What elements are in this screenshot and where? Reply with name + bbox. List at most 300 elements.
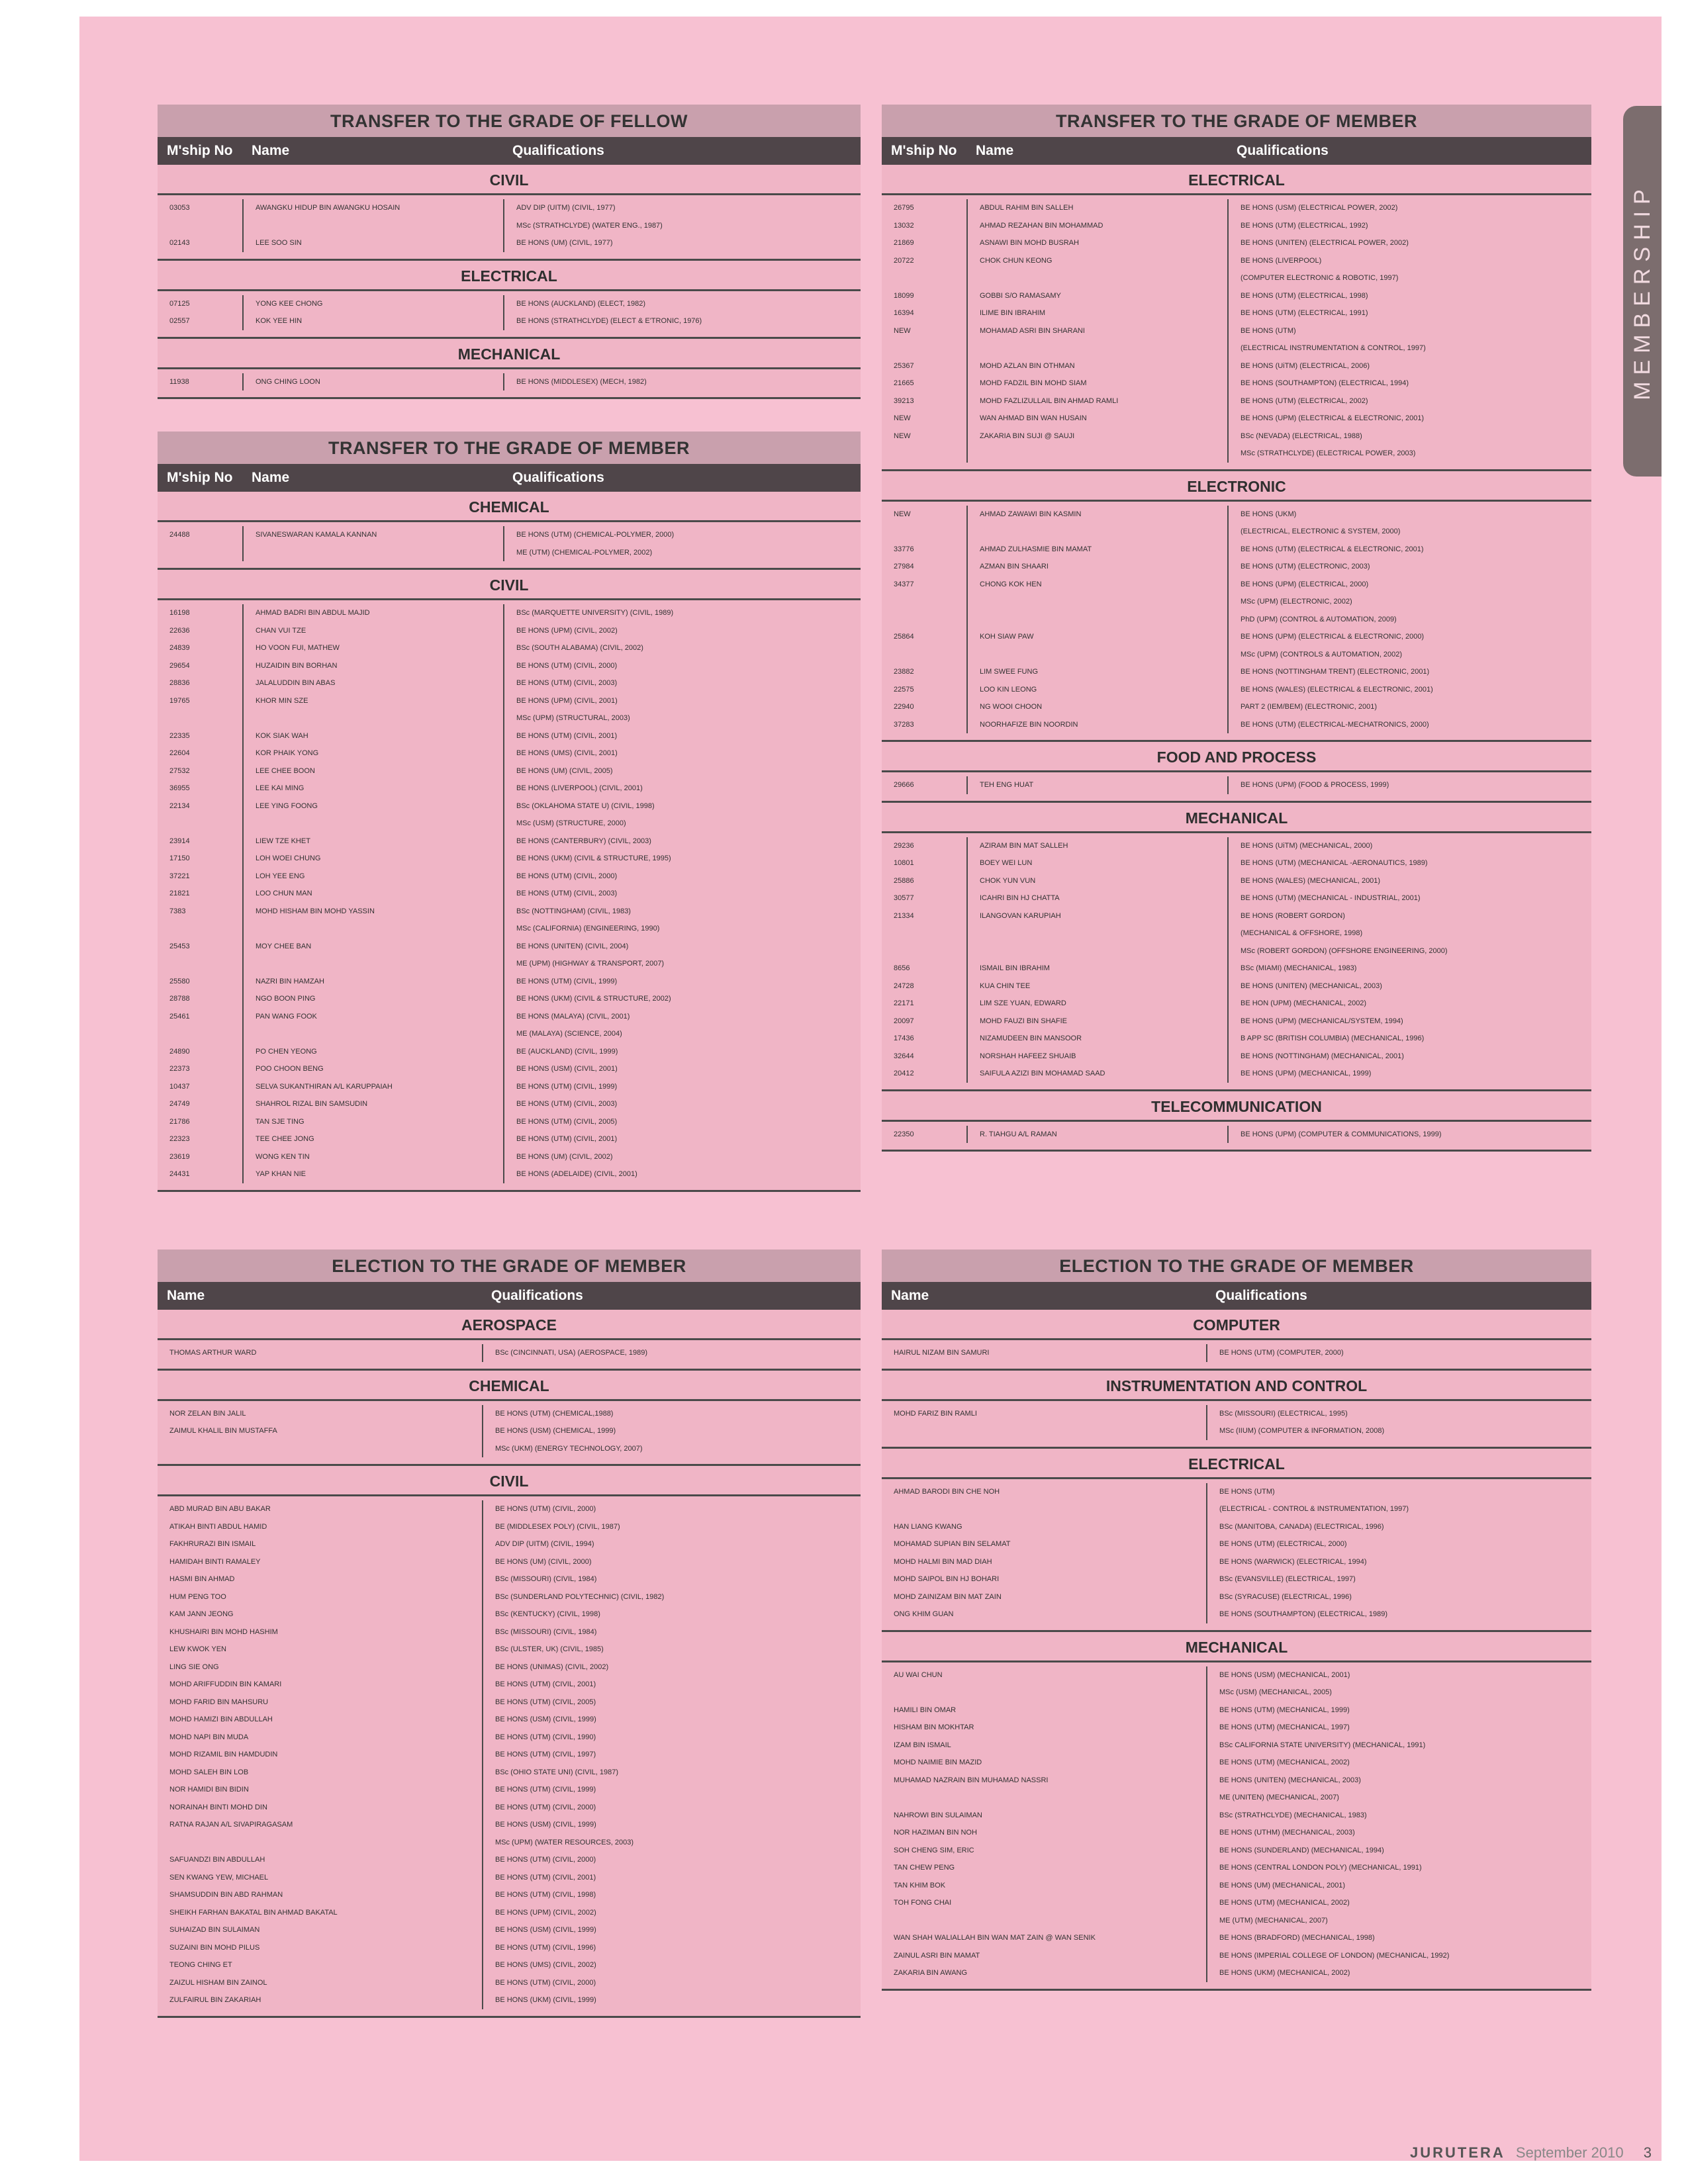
qualification: BSc (ULSTER, UK) (CIVIL, 1985) [495, 1645, 604, 1653]
member-name: ONG KHIM GUAN [894, 1610, 954, 1618]
name-column [966, 506, 1227, 734]
section-heading: CIVIL [158, 570, 861, 600]
membership-number-column [158, 199, 242, 252]
member-name: HUZAIDIN BIN BORHAN [256, 661, 338, 670]
qualification: BSc (MARQUETTE UNIVERSITY) (CIVIL, 1989) [516, 609, 674, 617]
qualification: BE HONS (USM) (CIVIL, 1999) [495, 1715, 596, 1723]
section-table [158, 1401, 861, 1467]
member-name: MOHAMAD ASRI BIN SHARANI [980, 326, 1085, 335]
qualification: (COMPUTER ELECTRONIC & ROBOTIC, 1997) [1241, 274, 1399, 282]
qualification: PART 2 (IEM/BEM) (ELECTRONIC, 2001) [1241, 703, 1377, 711]
qualification: BE HONS (WARWICK) (ELECTRICAL, 1994) [1219, 1557, 1367, 1566]
member-name: NGO BOON PING [256, 995, 316, 1003]
qualification: BE HONS (NOTTINGHAM) (MECHANICAL, 2001) [1241, 1052, 1404, 1060]
member-name: HAN LIANG KWANG [894, 1522, 962, 1531]
name-column [882, 1344, 1206, 1362]
member-name: NAZRI BIN HAMZAH [256, 977, 324, 985]
member-name: ZULFAIRUL BIN ZAKARIAH [169, 1996, 261, 2004]
qualification: MSc (IIUM) (COMPUTER & INFORMATION, 2008) [1219, 1427, 1385, 1435]
section-heading: CHEMICAL [158, 492, 861, 522]
member-name: KOR PHAIK YONG [256, 749, 319, 757]
member-name: BOEY WEI LUN [980, 859, 1033, 867]
qualification: BSc (KENTUCKY) (CIVIL, 1998) [495, 1610, 600, 1618]
qualification: BE HONS (UTM) (MECHANICAL - INDUSTRIAL, 2001) [1241, 894, 1421, 902]
membership-number: 39213 [894, 396, 914, 405]
membership-number: 16198 [169, 609, 190, 617]
member-name: WONG KEN TIN [256, 1152, 310, 1161]
qualification: BE HONS (UTM) (MECHANICAL, 2002) [1219, 1758, 1350, 1766]
qualifications-column [1227, 506, 1591, 734]
membership-number-column [158, 604, 242, 1183]
qualification: BE HONS (UMS) (CIVIL, 2001) [516, 749, 618, 757]
membership-number: 21665 [894, 379, 914, 387]
section-table [882, 1479, 1591, 1632]
member-name: MUHAMAD NAZRAIN BIN MUHAMAD NASSRI [894, 1776, 1049, 1784]
member-name: TAN CHEW PENG [894, 1864, 955, 1872]
member-name: MOHD HAMIZI BIN ABDULLAH [169, 1715, 273, 1723]
member-name: SOH CHENG SIM, ERIC [894, 1846, 974, 1854]
membership-number: 22636 [169, 626, 190, 635]
section-table [158, 1496, 861, 2018]
member-name: YONG KEE CHONG [256, 299, 323, 308]
qualification: BE HONS (CANTERBURY) (CIVIL, 2003) [516, 837, 651, 845]
qualification: BE HONS (SOUTHAMPTON) (ELECTRICAL, 1989) [1219, 1610, 1388, 1618]
membership-number: NEW [894, 414, 911, 422]
qualification: BE HONS (UTM) (ELECTRICAL, 2000) [1219, 1540, 1347, 1548]
member-name [980, 593, 1227, 611]
qualification: BE HONS (UTM) (CIVIL, 2005) [516, 1117, 618, 1126]
qualification: BSc (MISSOURI) (CIVIL, 1984) [495, 1627, 597, 1636]
qualification: MSc (UPM) (WATER RESOURCES, 2003) [495, 1838, 634, 1846]
qualification: BSc (SUNDERLAND POLYTECHNIC) (CIVIL, 1982) [495, 1592, 665, 1601]
qualification: BE HONS (UPM) (CIVIL, 2002) [516, 626, 618, 635]
membership-number: 16394 [894, 309, 914, 317]
membership-number [894, 942, 966, 960]
qualification: BE HONS (UTM) (CIVIL, 2001) [495, 1680, 596, 1688]
membership-number [169, 544, 242, 562]
member-name: KHOR MIN SZE [256, 696, 308, 705]
member-name: KHUSHAIRI BIN MOHD HASHIM [169, 1627, 278, 1636]
qualification: BE HONS (USM) (ELECTRICAL POWER, 2002) [1241, 204, 1398, 212]
qualification: BE HONS (UTM) (ELECTRICAL, 2002) [1241, 396, 1368, 405]
page-footer [1410, 2144, 1652, 2161]
panel-title: TRANSFER TO THE GRADE OF MEMBER [882, 105, 1591, 137]
member-name: SUHAIZAD BIN SULAIMAN [169, 1926, 260, 1934]
membership-number: NEW [894, 326, 911, 335]
section-heading: COMPUTER [882, 1310, 1591, 1340]
membership-number: 32644 [894, 1052, 914, 1060]
qualification: BSc (STRATHCLYDE) (MECHANICAL, 1983) [1219, 1811, 1367, 1819]
qualification: BE HONS (LIVERPOOL) (CIVIL, 2001) [516, 784, 643, 792]
name-column [158, 1500, 482, 2009]
qualification: BE HONS (UTM) (ELECTRICAL & ELECTRONIC, 2001) [1241, 545, 1424, 553]
qualification: BE HONS (UNITEN) (ELECTRICAL POWER, 2002) [1241, 239, 1409, 247]
member-name: JALALUDDIN BIN ABAS [256, 679, 336, 687]
member-name [256, 955, 503, 973]
qualification: BE HONS (UTM) (CIVIL, 2000) [495, 1803, 596, 1811]
qualification: BE HONS (UTM) (CIVIL, 1998) [495, 1891, 596, 1899]
membership-number: 33776 [894, 545, 914, 553]
section-table [882, 772, 1591, 803]
column-header: Name [252, 470, 290, 485]
membership-number: 34377 [894, 580, 914, 588]
membership-number [894, 445, 966, 463]
member-name: RATNA RAJAN A/L SIVAPIRAGASAM [169, 1821, 293, 1829]
qualification: BE HONS (UTM) (MECHANICAL -AERONAUTICS, 1989) [1241, 859, 1428, 867]
qualification: BE HONS (USM) (CHEMICAL, 1999) [495, 1427, 616, 1435]
qualification: BSc (EVANSVILLE) (ELECTRICAL, 1997) [1219, 1575, 1356, 1583]
membership-number: 23914 [169, 837, 190, 845]
column-header-row [882, 137, 1591, 165]
member-name: HASMI BIN AHMAD [169, 1575, 235, 1583]
qualification: BE HONS (USM) (CIVIL, 2001) [516, 1065, 618, 1073]
qualification: BE HONS (LIVERPOOL) [1241, 256, 1322, 265]
member-name: AHMAD ZULHASMIE BIN MAMAT [980, 545, 1092, 553]
qualifications-column [1206, 1405, 1591, 1440]
membership-number: 27984 [894, 563, 914, 570]
member-name: SAFUANDZI BIN ABDULLAH [169, 1856, 265, 1864]
member-name: R. TIAHGU A/L RAMAN [980, 1130, 1057, 1138]
qualification: BE HONS (MALAYA) (CIVIL, 2001) [516, 1012, 630, 1021]
qualification: (ELECTRICAL - CONTROL & INSTRUMENTATION, 1997) [1219, 1505, 1409, 1513]
qualification: BE HONS (UPM) (ELECTRICAL, 2000) [1241, 580, 1369, 588]
member-name: HAMILI BIN OMAR [894, 1706, 957, 1714]
qualification: BE HONS (UKM) [1241, 510, 1297, 518]
membership-number: 10801 [894, 859, 914, 867]
member-name [256, 709, 503, 727]
membership-number-column [882, 776, 966, 794]
membership-number: 25453 [169, 942, 190, 950]
qualification: BE HONS (STRATHCLYDE) (ELECT & E'TRONIC, 1976) [516, 317, 702, 325]
membership-number: 25580 [169, 977, 190, 985]
member-name: TAN SJE TING [256, 1117, 305, 1126]
member-name: MOHD FAZLIZULLAIL BIN AHMAD RAMLI [980, 396, 1119, 405]
member-name: CHOK CHUN KEONG [980, 256, 1053, 265]
qualification: BE HONS (ADELAIDE) (CIVIL, 2001) [516, 1170, 637, 1178]
section-heading: AEROSPACE [158, 1310, 861, 1340]
member-name: MOHD HISHAM BIN MOHD YASSIN [256, 907, 375, 915]
member-name: PAN WANG FOOK [256, 1012, 317, 1021]
member-name: SHEIKH FARHAN BAKATAL BIN AHMAD BAKATAL [169, 1908, 338, 1917]
member-name: MOHD AZLAN BIN OTHMAN [980, 361, 1075, 370]
qualification: BSc (OHIO STATE UNI) (CIVIL, 1987) [495, 1768, 619, 1776]
qualification: BE (AUCKLAND) (CIVIL, 1999) [516, 1047, 618, 1056]
member-name [256, 217, 503, 235]
name-column [242, 604, 503, 1183]
qualifications-column [1227, 837, 1591, 1083]
qualification: BE HONS (UNITEN) (MECHANICAL, 2003) [1241, 981, 1382, 990]
qualification: BE HONS (UTM) (ELECTRICAL, 1992) [1241, 221, 1368, 230]
qualification: (ELECTRICAL, ELECTRONIC & SYSTEM, 2000) [1241, 527, 1401, 535]
grade-panel [882, 1250, 1591, 1991]
column-header: Qualifications [1215, 1288, 1307, 1303]
qualification: BSc (OKLAHOMA STATE U) (CIVIL, 1998) [516, 801, 655, 810]
member-name: HISHAM BIN MOKHTAR [894, 1723, 974, 1731]
membership-side-tab [1623, 106, 1662, 477]
qualification: ADV DIP (UITM) (CIVIL, 1994) [495, 1540, 594, 1548]
qualification: BE HONS (MIDDLESEX) (MECH, 1982) [516, 377, 647, 386]
membership-number: 02557 [169, 317, 190, 325]
section-table [158, 195, 861, 261]
qualification: BE HONS (UPM) (ELECTRICAL & ELECTRONIC, 2001) [1241, 414, 1425, 422]
member-name [980, 942, 1227, 960]
qualification: ME (MALAYA) (SCIENCE, 2004) [516, 1030, 622, 1038]
qualification: ME (UTM) (CHEMICAL-POLYMER, 2002) [516, 548, 653, 557]
member-name: ICAHRI BIN HJ CHATTA [980, 894, 1060, 902]
membership-number [894, 269, 966, 287]
membership-number-column [158, 526, 242, 561]
member-name: NG WOOI CHOON [980, 703, 1043, 711]
membership-number: 24431 [169, 1170, 190, 1178]
qualification: BE HONS (UKM) (CIVIL, 1999) [495, 1996, 596, 2004]
member-name: LIEW TZE KHET [256, 837, 310, 845]
qualification: MSc (USM) (STRUCTURE, 2000) [516, 819, 626, 827]
qualification: MSc (CALIFORNIA) (ENGINEERING, 1990) [516, 925, 660, 933]
member-name: MOHD SAIPOL BIN HJ BOHARI [894, 1575, 1000, 1583]
section-table [158, 522, 861, 570]
qualification: BE HONS (UMS) (CIVIL, 2002) [495, 1961, 596, 1969]
qualifications-column [1227, 199, 1591, 463]
member-name: SHAHROL RIZAL BIN SAMSUDIN [256, 1100, 368, 1108]
member-name: CHONG KOK HEN [980, 580, 1042, 588]
column-header-row [158, 464, 861, 492]
membership-number [169, 217, 242, 235]
member-name [256, 920, 503, 938]
section-table [882, 833, 1591, 1091]
member-name: ONG CHING LOON [256, 377, 320, 386]
panel-title: ELECTION TO THE GRADE OF MEMBER [158, 1250, 861, 1282]
name-column [242, 526, 503, 561]
member-name [256, 1025, 503, 1043]
member-name: ATIKAH BINTI ABDUL HAMID [169, 1522, 267, 1531]
membership-number: 29666 [894, 781, 914, 789]
qualification: BE HONS (UTM) (CIVIL, 1999) [516, 1082, 618, 1091]
membership-number: 30577 [894, 894, 914, 902]
qualification: BE HONS (UTM) (CIVIL, 1990) [495, 1733, 596, 1741]
member-name: NORAINAH BINTI MOHD DIN [169, 1803, 267, 1811]
member-name: KOK SIAK WAH [256, 731, 308, 740]
qualifications-column [482, 1344, 861, 1362]
member-name: MOHD SALEH BIN LOB [169, 1768, 249, 1776]
name-column [242, 295, 503, 330]
member-name: MOHD FAUZI BIN SHAFIE [980, 1017, 1068, 1025]
membership-number: 24749 [169, 1100, 190, 1108]
membership-number: 29654 [169, 661, 190, 670]
member-name: SUZAINI BIN MOHD PILUS [169, 1943, 260, 1952]
membership-number: 25886 [894, 876, 914, 885]
member-name: ABDUL RAHIM BIN SALLEH [980, 204, 1074, 212]
qualification: ADV DIP (UITM) (CIVIL, 1977) [516, 204, 616, 212]
qualification: BE HONS (USM) (CIVIL, 1999) [495, 1926, 596, 1934]
member-name: SHAMSUDDIN BIN ABD RAHMAN [169, 1891, 283, 1899]
membership-number-column [882, 199, 966, 463]
member-name: MOHD NAPI BIN MUDA [169, 1733, 249, 1741]
member-name: THOMAS ARTHUR WARD [169, 1349, 257, 1357]
member-name: MOHD FADZIL BIN MOHD SIAM [980, 379, 1087, 387]
membership-number: 22604 [169, 749, 190, 757]
member-name: NAHROWI BIN SULAIMAN [894, 1811, 982, 1819]
membership-number [169, 920, 242, 938]
membership-number-column [882, 837, 966, 1083]
qualification: BE HONS (UM) (CIVIL, 2005) [516, 766, 613, 775]
member-name: LEE KAI MING [256, 784, 305, 792]
qualification: ME (UTM) (MECHANICAL, 2007) [1219, 1916, 1328, 1925]
section-heading: TELECOMMUNICATION [882, 1091, 1591, 1122]
column-header: Name [252, 143, 290, 158]
section-heading: ELECTRICAL [882, 1449, 1591, 1479]
member-name: LEW KWOK YEN [169, 1645, 226, 1653]
member-name: TAN KHIM BOK [894, 1881, 946, 1889]
membership-number [894, 340, 966, 357]
membership-number: 29236 [894, 841, 914, 850]
qualification: BE HON (UPM) (MECHANICAL, 2002) [1241, 999, 1367, 1007]
section-table [882, 1122, 1591, 1152]
member-name: MOHD FARIZ BIN RAMLI [894, 1409, 977, 1418]
member-name: FAKHRURAZI BIN ISMAIL [169, 1540, 256, 1548]
member-name: IZAM BIN ISMAIL [894, 1741, 951, 1749]
grade-panel [158, 432, 861, 1192]
membership-number: 19765 [169, 696, 190, 705]
qualification: BE HONS (UTM) (CHEMICAL-POLYMER, 2000) [516, 531, 675, 539]
section-heading: ELECTRICAL [882, 165, 1591, 195]
column-header: Qualifications [491, 1288, 583, 1303]
qualification: BE HONS (WALES) (MECHANICAL, 2001) [1241, 876, 1381, 885]
qualification: BE HONS (UNITEN) (CIVIL, 2004) [516, 942, 629, 950]
qualification: BSc CALIFORNIA STATE UNIVERSITY) (MECHANICAL, 1991) [1219, 1741, 1426, 1749]
qualification: BE HONS (UTM) (CIVIL, 2000) [495, 1856, 596, 1864]
qualification: ME (UPM) (HIGHWAY & TRANSPORT, 2007) [516, 960, 665, 968]
membership-number: 02143 [169, 239, 190, 247]
footer-magazine: JURUTERA [1410, 2144, 1505, 2161]
membership-number: 23619 [169, 1152, 190, 1161]
membership-number: 20722 [894, 256, 914, 265]
qualification: BE HONS (UTM) (CIVIL, 2000) [516, 661, 618, 670]
member-name: ABD MURAD BIN ABU BAKAR [169, 1505, 271, 1513]
member-name: SAIFULA AZIZI BIN MOHAMAD SAAD [980, 1069, 1105, 1077]
qualification: BE HONS (UTM) (CIVIL, 1996) [495, 1943, 596, 1952]
section-table [158, 600, 861, 1192]
member-name: SEN KWANG YEW, MICHAEL [169, 1873, 269, 1882]
member-name: HAIRUL NIZAM BIN SAMURI [894, 1349, 990, 1357]
membership-number [169, 1025, 242, 1043]
membership-number: 21869 [894, 239, 914, 247]
membership-number: 25864 [894, 633, 914, 641]
column-header: Qualifications [1237, 143, 1329, 158]
membership-number-column [158, 295, 242, 330]
membership-number: 37283 [894, 720, 914, 729]
qualification: BE HONS (UiTM) (MECHANICAL, 2000) [1241, 841, 1373, 850]
qualification: BSc (MISSOURI) (CIVIL, 1984) [495, 1575, 597, 1583]
section-heading: FOOD AND PROCESS [882, 742, 1591, 772]
member-name: NOR ZELAN BIN JALIL [169, 1409, 246, 1418]
qualification: MSc (UPM) (ELECTRONIC, 2002) [1241, 598, 1352, 606]
member-name: TEONG CHING ET [169, 1961, 232, 1969]
column-header: Name [891, 1288, 929, 1303]
qualification: BE HONS (UTM) (COMPUTER, 2000) [1219, 1349, 1344, 1357]
footer-page-number: 3 [1643, 2144, 1652, 2161]
membership-number: NEW [894, 432, 911, 440]
section-table [882, 502, 1591, 743]
member-name: KOH SIAW PAW [980, 633, 1034, 641]
name-column [882, 1405, 1206, 1440]
membership-number-column [158, 373, 242, 391]
member-name [894, 1500, 1206, 1518]
membership-number: 36955 [169, 784, 190, 792]
section-heading: CIVIL [158, 165, 861, 195]
membership-number: 28788 [169, 995, 190, 1003]
membership-number: 26795 [894, 204, 914, 212]
membership-number: 18099 [894, 291, 914, 300]
qualification: MSc (UPM) (CONTROLS & AUTOMATION, 2002) [1241, 650, 1403, 659]
member-name: KUA CHIN TEE [980, 981, 1031, 990]
member-name: AHMAD REZAHAN BIN MOHAMMAD [980, 221, 1103, 230]
member-name: ILANGOVAN KARUPIAH [980, 911, 1061, 920]
qualification: BE HONS (AUCKLAND) (ELECT, 1982) [516, 299, 645, 308]
membership-number: 20412 [894, 1069, 914, 1077]
member-name [980, 445, 1227, 463]
qualification: BE HONS (UTM) (CIVIL, 2005) [495, 1698, 596, 1706]
member-name: AHMAD BARODI BIN CHE NOH [894, 1487, 1000, 1496]
member-name [894, 1789, 1206, 1807]
qualification: BSc (NOTTINGHAM) (CIVIL, 1983) [516, 907, 631, 915]
section-table [882, 195, 1591, 471]
member-name: AHMAD ZAWAWI BIN KASMIN [980, 510, 1082, 518]
qualification: BSc (CINCINNATI, USA) (AEROSPACE, 1989) [495, 1349, 648, 1357]
member-name: HAMIDAH BINTI RAMALEY [169, 1557, 261, 1566]
qualification: BE HONS (UTM) (CHEMICAL,1988) [495, 1409, 614, 1418]
qualifications-column [503, 604, 861, 1183]
member-name: SIVANESWARAN KAMALA KANNAN [256, 531, 377, 539]
qualification: MSc (USM) (MECHANICAL, 2005) [1219, 1688, 1332, 1696]
grade-panel [882, 105, 1591, 1152]
membership-number: 21334 [894, 911, 914, 920]
member-name: ZAIZUL HISHAM BIN ZAINOL [169, 1978, 267, 1987]
qualification: BSc (MANITOBA, CANADA) (ELECTRICAL, 1996) [1219, 1522, 1384, 1531]
membership-number: 37221 [169, 872, 190, 880]
qualification: BE HONS (UTHM) (MECHANICAL, 2003) [1219, 1829, 1355, 1837]
qualification: BE HONS (UTM) (CIVIL, 2003) [516, 889, 618, 897]
membership-number [169, 709, 242, 727]
member-name: LOO KIN LEONG [980, 685, 1037, 694]
qualification: BSc (SOUTH ALABAMA) (CIVIL, 2002) [516, 644, 643, 652]
column-header-row [158, 137, 861, 165]
membership-number: 20097 [894, 1017, 914, 1025]
membership-number [894, 523, 966, 541]
qualifications-column [503, 373, 861, 391]
qualifications-column [1206, 1344, 1591, 1362]
qualification: (MECHANICAL & OFFSHORE, 1998) [1241, 929, 1363, 937]
member-name: MOHD ARIFFUDDIN BIN KAMARI [169, 1680, 282, 1688]
qualification: BE HONS (UTM) (CIVIL, 2001) [516, 731, 618, 740]
membership-number [894, 593, 966, 611]
member-name: AWANGKU HIDUP BIN AWANGKU HOSAIN [256, 204, 400, 212]
member-name [169, 1440, 482, 1458]
member-name: HUM PENG TOO [169, 1592, 226, 1601]
section-heading: ELECTRICAL [158, 261, 861, 291]
qualification: BE HONS (UM) (CIVIL, 2002) [516, 1152, 613, 1161]
column-header: M'ship No [167, 470, 233, 485]
qualification: BE HONS (SOUTHAMPTON) (ELECTRICAL, 1994) [1241, 379, 1409, 387]
qualification: BE HONS (UM) (CIVIL, 2000) [495, 1557, 592, 1566]
qualification: BE HONS (UTM) (ELECTRICAL, 1991) [1241, 309, 1368, 317]
grade-panel [158, 105, 861, 399]
membership-number: 21786 [169, 1117, 190, 1126]
member-name: MOHAMAD SUPIAN BIN SELAMAT [894, 1540, 1011, 1548]
qualification: MSc (UPM) (STRUCTURAL, 2003) [516, 714, 630, 722]
membership-number: 8656 [894, 964, 910, 972]
qualification: PhD (UPM) (CONTROL & AUTOMATION, 2009) [1241, 615, 1397, 623]
section-table [882, 1662, 1591, 1991]
